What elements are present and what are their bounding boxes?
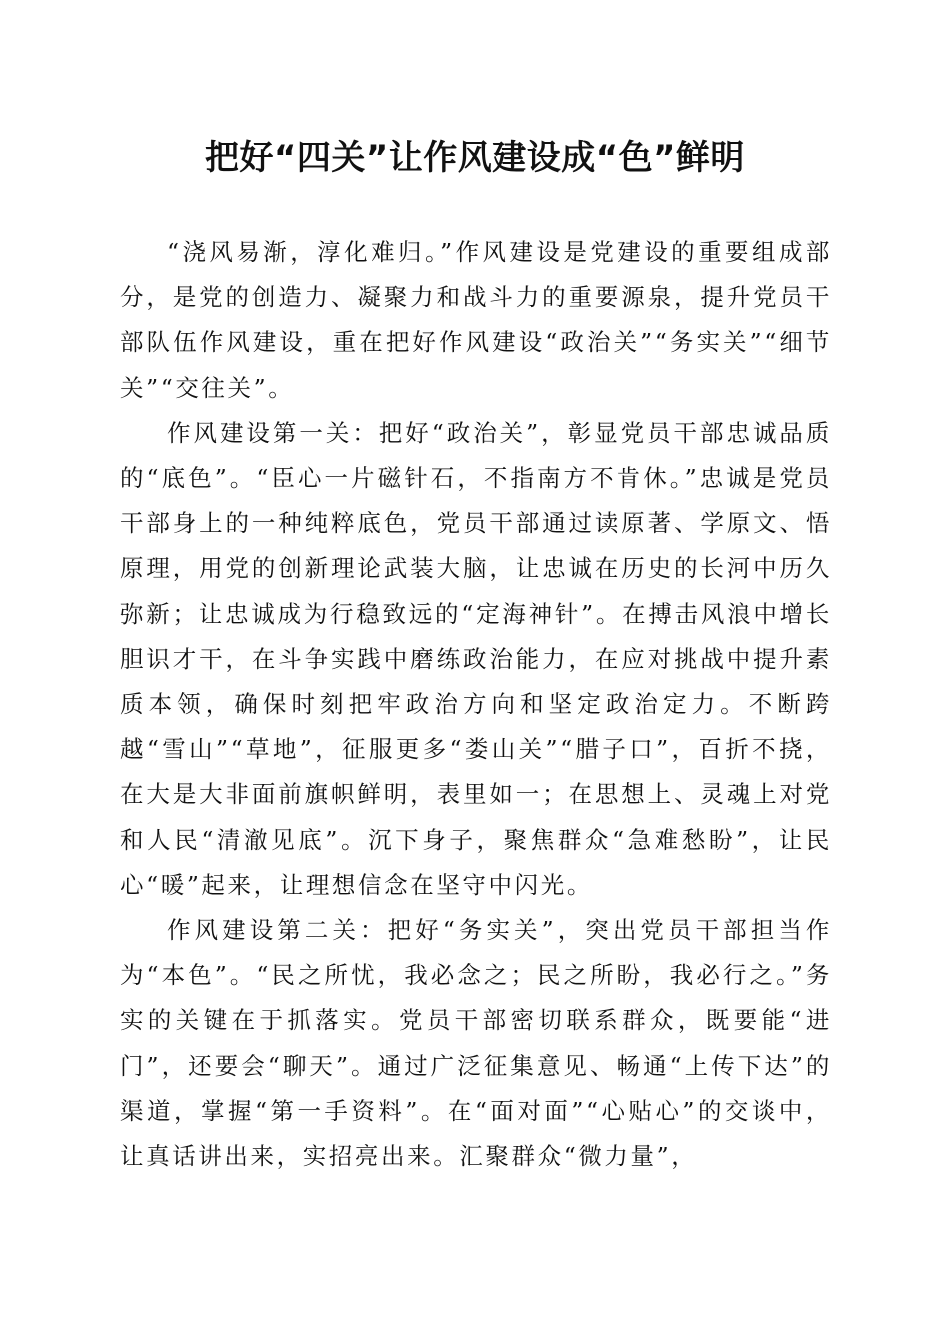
paragraph-first-pass: 作风建设第一关：把好“政治关”，彰显党员干部忠诚品质的“底色”。“臣心一片磁针石，不指南方不肯休。”忠诚是党员干部身上的一种纯粹底色，党员干部通过读原著、学原文、悟原理，用党的创新理论武装大脑，让忠诚在历史的长河中历久弥新；让忠诚成为行稳致远的“定海神针”。在搏击风浪中增长胆识才干，在斗争实践中磨练政治能力，在应对挑战中提升素质本领，确保时刻把牢政治方向和坚定政治定力。不断跨越“雪山”“草地”，征服更多“娄山关”“腊子口”，百折不挠，在大是大非面前旗帜鲜明，表里如一；在思想上、灵魂上对党和人民“清澈见底”。沉下身子，聚焦群众“急难愁盼”，让民心“暖”起来，让理想信念在坚守中闪光。 bbox=[120, 418, 832, 899]
paragraph-second-pass: 作风建设第二关：把好“务实关”，突出党员干部担当作为“本色”。“民之所忧，我必念之；民之所盼，我必行之。”务实的关键在于抓落实。党员干部密切联系群众，既要能“进门”，还要会“聊天”。通过广泛征集意见、畅通“上传下达”的渠道，掌握“第一手资料”。在“面对面”“心贴心”的交谈中，让真话讲出来，实招亮出来。汇聚群众“微力量”， bbox=[120, 916, 832, 1171]
paragraph-intro: “浇风易渐，淳化难归。”作风建设是党建设的重要组成部分，是党的创造力、凝聚力和战斗力的重要源泉，提升党员干部队伍作风建设，重在把好作风建设“政治关”“务实关”“细节关”“交往关”。 bbox=[120, 238, 832, 402]
document-body bbox=[120, 230, 832, 1179]
document-title: 把好“四关”让作风建设成“色”鲜明 bbox=[205, 138, 745, 178]
